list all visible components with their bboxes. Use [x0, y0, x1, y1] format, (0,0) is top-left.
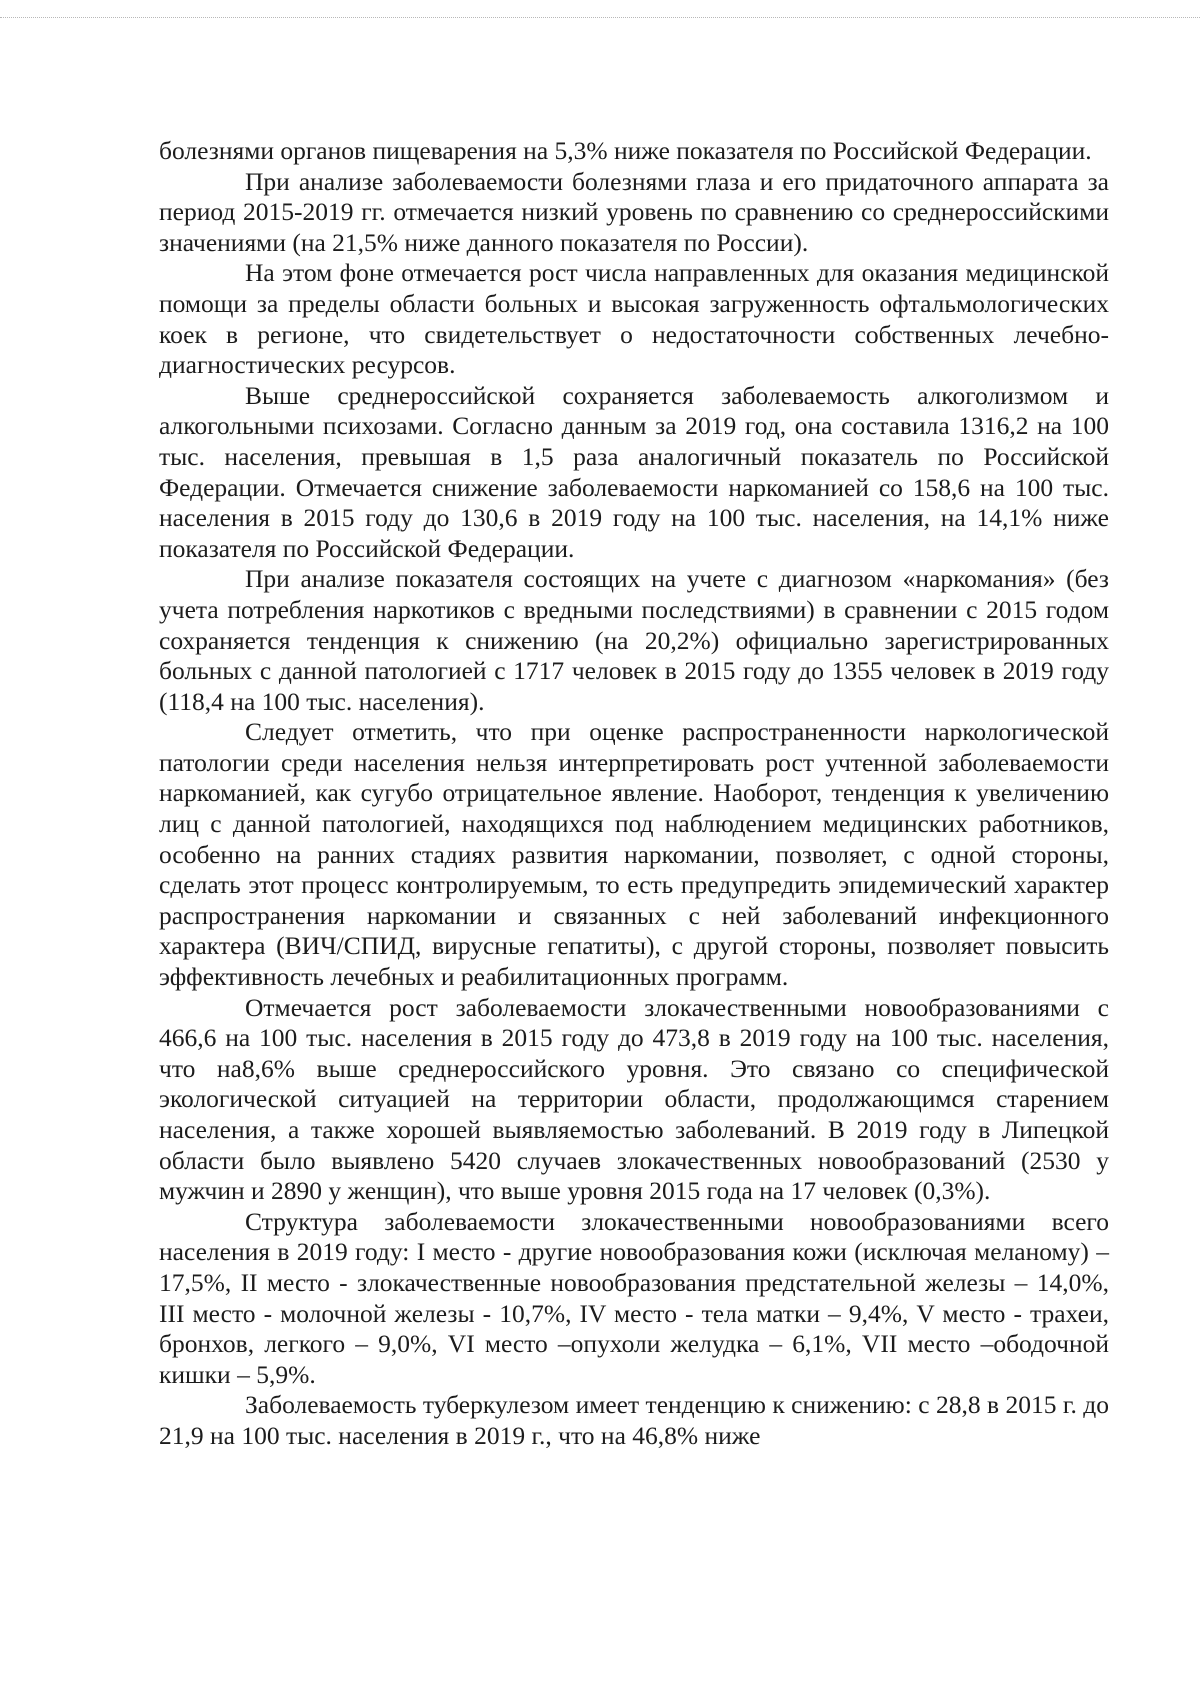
paragraph-oncology-incidence: Отмечается рост заболеваемости злокачественными новообразованиями с 466,6 на 100 тыс. населения в 2015 году до 473,8 в 2019 году на 100 тыс. населения, что на8,6% выше среднероссийского уровня. Это связано со специфической экологической ситуацией на территории области, продолжающимся старением населения, а также хорошей выявляемостью заболеваний. В 2019 году в Липецкой области было выявлено 5420 случаев злокачественных новообразований (2530 у мужчин и 2890 у женщин), что выше уровня 2015 года на 17 человек (0,3%).: [159, 992, 1109, 1206]
paragraph-drug-addiction-registered: При анализе показателя состоящих на учете с диагнозом «наркомания» (без учета потребления наркотиков с вредными последствиями) в сравнении с 2015 годом сохраняется тенденция к снижению (на 20,2%) официально зарегистрированных больных с данной патологией с 1717 человек в 2015 году до 1355 человек в 2019 году (118,4 на 100 тыс. населения).: [159, 564, 1109, 716]
paragraph-eye-diseases: При анализе заболеваемости болезнями глаза и его придаточного аппарата за период 2015-2019 гг. отмечается низкий уровень по сравнению со среднероссийскими значениями (на 21,5% ниже данного показателя по России).: [159, 166, 1109, 257]
scan-top-edge: [0, 17, 1200, 18]
paragraph-narcology-interpretation: Следует отметить, что при оценке распространенности наркологической патологии среди населения нельзя интерпретировать рост учтенной заболеваемости наркоманией, как сугубо отрицательное явление. Наоборот, тенденция к увеличению лиц с данной патологией, находящихся под наблюдением медицинских работников, особенно на ранних стадиях развития наркомании, позволяет, с одной стороны, сделать этот процесс контролируемым, то есть предупредить эпидемический характер распространения наркомании и связанных с ней заболеваний инфекционного характера (ВИЧ/СПИД, вирусные гепатиты), с другой стороны, позволяет повысить эффективность лечебных и реабилитационных программ.: [159, 717, 1109, 992]
paragraph-ophthalmology-beds: На этом фоне отмечается рост числа направленных для оказания медицинской помощи за пределы области больных и высокая загруженность офтальмологических коек в регионе, что свидетельствует о недостаточности собственных лечебно-диагностических ресурсов.: [159, 258, 1109, 380]
paragraph-tuberculosis: Заболеваемость туберкулезом имеет тенденцию к снижению: с 28,8 в 2015 г. до 21,9 на 100 тыс. населения в 2019 г., что на 46,8% ниже: [159, 1390, 1109, 1450]
paragraph-alcoholism: Выше среднероссийской сохраняется заболеваемость алкоголизмом и алкогольными психозами. Согласно данным за 2019 год, она составила 1316,2 на 100 тыс. населения, превышая в 1,5 раза аналогичный показатель по Российской Федерации. Отмечается снижение заболеваемости наркоманией со 158,6 на 100 тыс. населения в 2015 году до 130,6 в 2019 году на 100 тыс. населения, на 14,1% ниже показателя по Российской Федерации.: [159, 380, 1109, 563]
document-page: [159, 136, 1109, 1452]
paragraph-digestive-continuation: болезнями органов пищеварения на 5,3% ниже показателя по Российской Федерации.: [159, 136, 1092, 165]
paragraph-oncology-structure: Структура заболеваемости злокачественными новообразованиями всего населения в 2019 году: I место - другие новообразования кожи (исключая меланому) –17,5%, II место - злокачественные новообразования предстательной железы – 14,0%, III место - молочной железы - 10,7%, IV место - тела матки – 9,4%, V место - трахеи, бронхов, легкого – 9,0%, VI место –опухоли желудка – 6,1%, VII место –ободочной кишки – 5,9%.: [159, 1206, 1109, 1389]
